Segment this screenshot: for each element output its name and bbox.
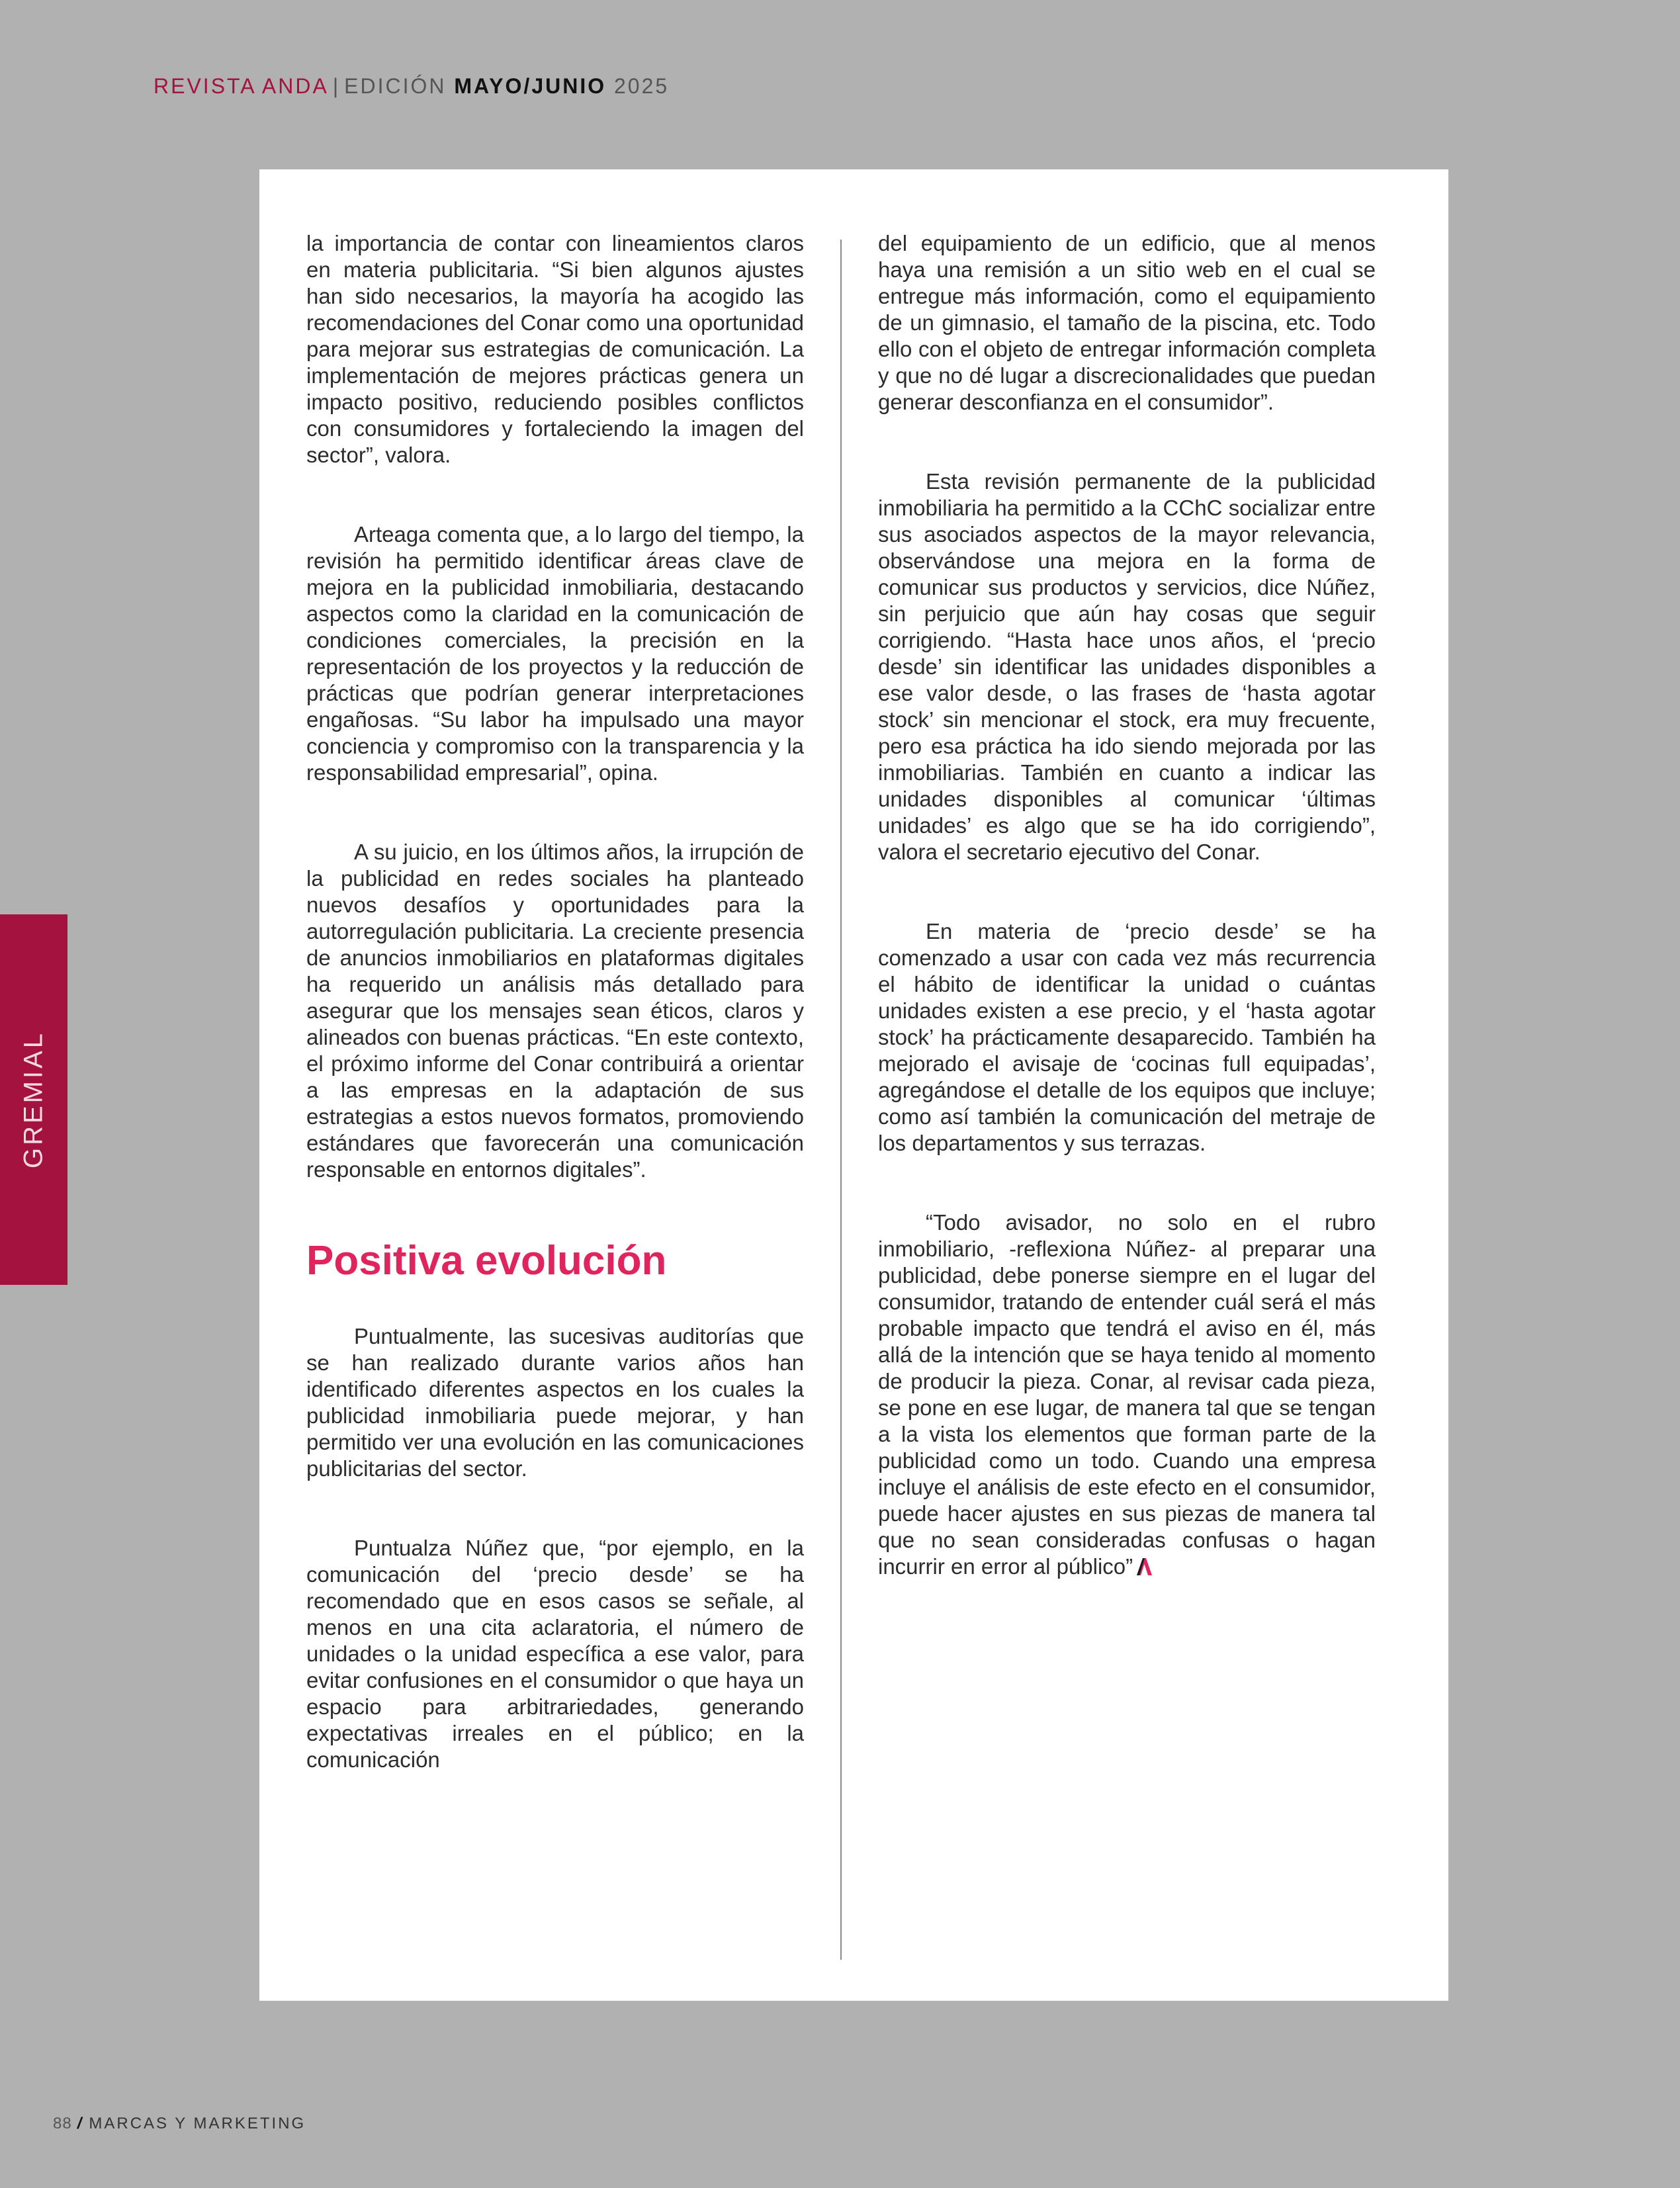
left-paragraph-5: Puntualza Núñez que, “por ejemplo, en la comunicación del ‘precio desde’ se ha recomendado que en esos casos se señale, al menos en una cita aclaratoria, el número de unidades o la unidad específica a ese valor, para evitar confusiones en el consumidor o que haya un espacio para arbitrariedades, generando expectativas irreales en el público; en la comunicación [306,1536,804,1772]
footer-section: MARCAS Y MARKETING [89,2115,306,2132]
footer-slash: / [77,2115,84,2132]
page-footer [53,2115,306,2133]
section-side-tab [0,914,67,1285]
article-content-box [259,169,1448,2001]
edition-label: EDICIÓN [344,74,447,98]
left-paragraph-1: la importancia de contar con lineamientos claros en materia publicitaria. “Si bien algunos ajustes han sido necesarios, la mayoría ha acogido las recomendaciones del Conar como una oportunidad para mejorar sus estrategias de comunicación. La implementación de mejores prácticas genera un impacto positivo, reduciendo posibles conflictos con consumidores y fortaleciendo la imagen del sector”, valora. [306,231,804,467]
right-paragraph-4-text: “Todo avisador, no solo en el rubro inmobiliario, -reflexiona Núñez- al preparar una publicidad, debe ponerse siempre en el lugar del consumidor, tratando de entender cuál será el más probable impacto que tendrá el aviso en él, más allá de la intención que se haya tenido al momento de producir la pieza. Conar, al revisar cada pieza, se pone en ese lugar, de manera tal que se tengan a la vista los elementos que forman parte de la publicidad como un todo. Cuando una empresa incluye el análisis de este efecto en el consumidor, puede hacer ajustes en sus piezas de manera tal que no sean consideradas confusas o hagan incurrir en error al público” [878,1210,1376,1579]
right-paragraph-2: Esta revisión permanente de la publicidad inmobiliaria ha permitido a la CChC socializar entre sus asociados aspectos de la mayor relevancia, observándose una mejora en la forma de comunicar sus productos y servicios, dice Núñez, sin perjuicio que aún hay cosas que seguir corrigiendo. “Hasta hace unos años, el ‘precio desde’ sin identificar las unidades disponibles a ese valor desde, o las frases de ‘hasta agotar stock’ sin mencionar el stock, era muy frecuente, pero esa práctica ha ido siendo mejorada por las inmobiliarias. También en cuanto a indicar las unidades disponibles al comunicar ‘últimas unidades’ es algo que se ha ido corrigiendo”, valora el secretario ejecutivo del Conar. [878,469,1376,864]
header-separator: | [332,74,341,98]
anda-logo-end-icon [1135,1557,1153,1575]
left-paragraph-3: A su juicio, en los últimos años, la irrupción de la publicidad en redes sociales ha planteado nuevos desafíos y oportunidades para la autorregulación publicitaria. La creciente presencia de anuncios inmobiliarios en plataformas digitales ha requerido un análisis más detallado para asegurar que los mensajes sean éticos, claros y alineados con buenas prácticas. “En este contexto, el próximo informe del Conar contribuirá a orientar a las empresas en la adaptación de sus estrategias a estos nuevos formatos, promoviendo estándares que favorecerán una comunicación responsable en entornos digitales”. [306,840,804,1182]
right-paragraph-4 [878,1209,1376,1580]
right-paragraph-3: En materia de ‘precio desde’ se ha comenzado a usar con cada vez más recurrencia el hábito de identificar la unidad o cuántas unidades existen a ese precio, y el ‘hasta agotar stock’ ha prácticamente desaparecido. También ha mejorado el avisaje de ‘cocinas full equipadas’, agregándose el detalle de los equipos que incluye; como así también la comunicación del metraje de los departamentos y sus terrazas. [878,919,1376,1155]
section-heading: Positiva evolución [306,1238,667,1284]
column-divider [840,240,842,1960]
edition-year: 2025 [614,74,670,98]
section-side-tab-label: GREMIAL [19,1030,48,1169]
edition-months: MAYO/JUNIO [454,74,607,98]
right-paragraph-1: del equipamiento de un edificio, que al menos haya una remisión a un sitio web en el cual se entregue más información, como el equipamiento de un gimnasio, el tamaño de la piscina, etc. Todo ello con el objeto de entregar información completa y que no dé lugar a discrecionalidades que puedan generar desconfianza en el consumidor”. [878,231,1376,414]
left-column [306,230,804,1826]
magazine-brand: REVISTA ANDA [154,74,329,98]
left-paragraph-2: Arteaga comenta que, a lo largo del tiempo, la revisión ha permitido identificar áreas clave de mejora en la publicidad inmobiliaria, destacando aspectos como la claridad en la comunicación de condiciones comerciales, la precisión en la representación de los proyectos y la reducción de prácticas que podrían generar interpretaciones engañosas. “Su labor ha impulsado una mayor conciencia y compromiso con la transparencia y la responsabilidad empresarial”, opina. [306,522,804,785]
magazine-header [154,74,669,99]
page-number: 88 [53,2115,72,2132]
left-paragraph-4: Puntualmente, las sucesivas auditorías que se han realizado durante varios años han identificado diferentes aspectos en los cuales la publicidad inmobiliaria puede mejorar, y han permitido ver una evolución en las comunicaciones publicitarias del sector. [306,1324,804,1481]
right-column [878,230,1376,1633]
